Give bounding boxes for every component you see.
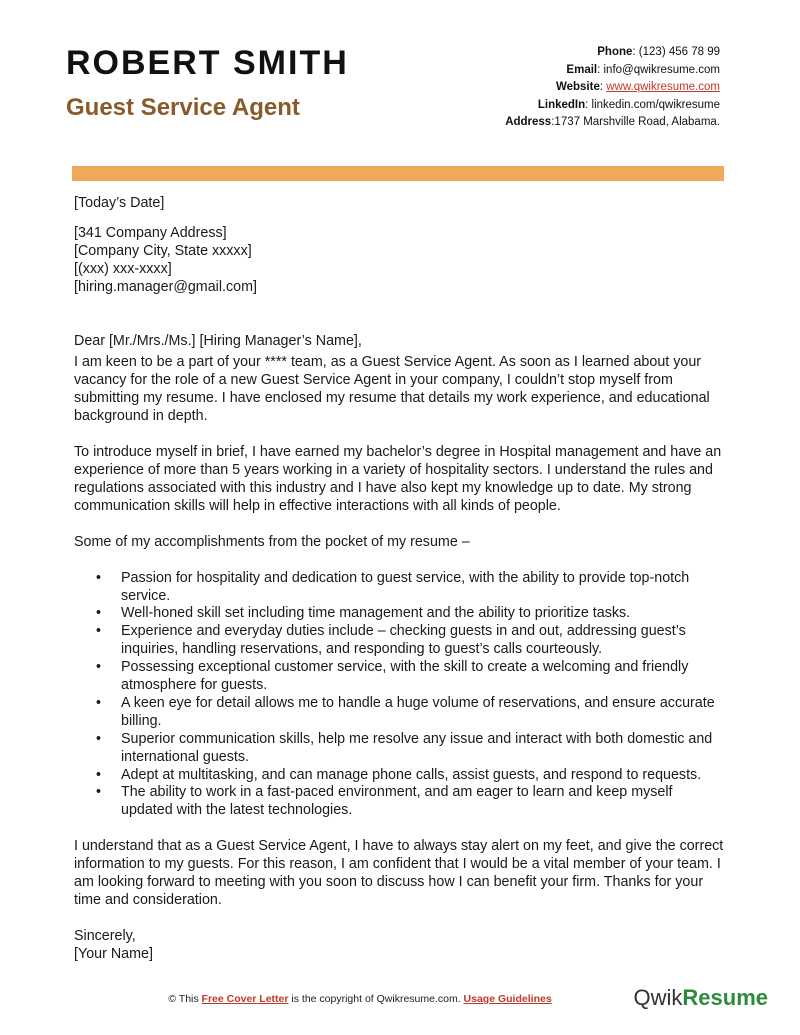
list-item: • Adept at multitasking, and can manage phone calls, assist guests, and respond to requests. xyxy=(121,767,724,785)
paragraph-accomplishments-lead: Some of my accomplishments from the pocket of my resume – xyxy=(74,533,470,550)
signature: [Your Name] xyxy=(74,945,153,962)
paragraph-background: To introduce myself in brief, I have earned my bachelor’s degree in Hospital management and have an experience of more than 5 years working in a variety of hospitality sectors. I understand the rules and regulations associated with this industry and I have also kept my knowledge up to date. My strong communication skills will help in effective interactions with all kinds of people. xyxy=(74,444,722,514)
website-link[interactable]: www.qwikresume.com xyxy=(606,81,720,94)
salutation: Dear [Mr./Mrs./Ms.] [Hiring Manager’s Name], xyxy=(74,332,362,349)
contact-email: Email: info@qwikresume.com xyxy=(566,63,720,76)
paragraph-intro: I am keen to be a part of your **** team, as a Guest Service Agent. As soon as I learned about your vacancy for the role of a new Guest Service Agent in your company, I couldn’t stop myself from submitting my resume. I have enclosed my resume that details my work experience, and educational background in depth. xyxy=(74,354,710,425)
contact-address: Address:1737 Marshville Road, Alabama. xyxy=(505,116,720,129)
usage-guidelines-link[interactable]: Usage Guidelines xyxy=(463,993,552,1005)
list-item: • A keen eye for detail allows me to handle a huge volume of reservations, and ensure accurate billing. xyxy=(121,695,724,731)
list-item: • Passion for hospitality and dedication to guest service, with the ability to provide top-notch service. xyxy=(121,570,724,606)
list-item: • Well-honed skill set including time management and the ability to prioritize tasks. xyxy=(121,605,724,623)
contact-block xyxy=(505,44,720,132)
free-cover-letter-link[interactable]: Free Cover Letter xyxy=(201,993,289,1005)
applicant-name: ROBERT SMITH xyxy=(66,44,349,82)
list-item: • The ability to work in a fast-paced environment, and am eager to learn and keep myself updated with the latest technologies. xyxy=(121,784,724,820)
copyright-footer: © This Free Cover Letter is the copyright of Qwikresume.com. Usage Guidelines xyxy=(168,993,552,1005)
closing: Sincerely, xyxy=(74,927,136,944)
contact-phone: Phone: (123) 456 78 99 xyxy=(597,46,720,58)
list-item: • Possessing exceptional customer service, with the skill to create a welcoming and friendly atmosphere for guests. xyxy=(121,659,724,695)
qwikresume-logo: QwikResume xyxy=(633,985,768,1010)
contact-linkedin: LinkedIn: linkedin.com/qwikresume xyxy=(537,98,720,111)
paragraph-closing: I understand that as a Guest Service Agent, I have to always stay alert on my feet, and give the correct information to my guests. For this reason, I am confident that I would be a vital member of your team. I am looking forward to meeting with you soon to discuss how I can benefit your firm. Thanks for your time and consideration. xyxy=(74,838,724,908)
recipient-email: [hiring.manager@gmail.com] xyxy=(74,278,257,295)
recipient-address: [341 Company Address] xyxy=(74,224,227,241)
list-item: • Superior communication skills, help me resolve any issue and interact with both domestic and international guests. xyxy=(121,731,724,767)
contact-website: Website: www.qwikresume.com xyxy=(555,81,720,94)
letter-body xyxy=(74,195,724,964)
accent-divider-bar xyxy=(72,166,724,181)
recipient-phone: [(xxx) xxx-xxxx] xyxy=(74,260,172,277)
recipient-city: [Company City, State xxxxx] xyxy=(74,242,252,259)
accomplishments-list xyxy=(74,570,724,821)
job-title: Guest Service Agent xyxy=(66,94,300,121)
letter-date: [Today’s Date] xyxy=(74,195,165,211)
list-item: • Experience and everyday duties include – checking guests in and out, addressing guest’s inquiries, handling reservations, and responding to guest’s calls courteously. xyxy=(121,623,724,659)
